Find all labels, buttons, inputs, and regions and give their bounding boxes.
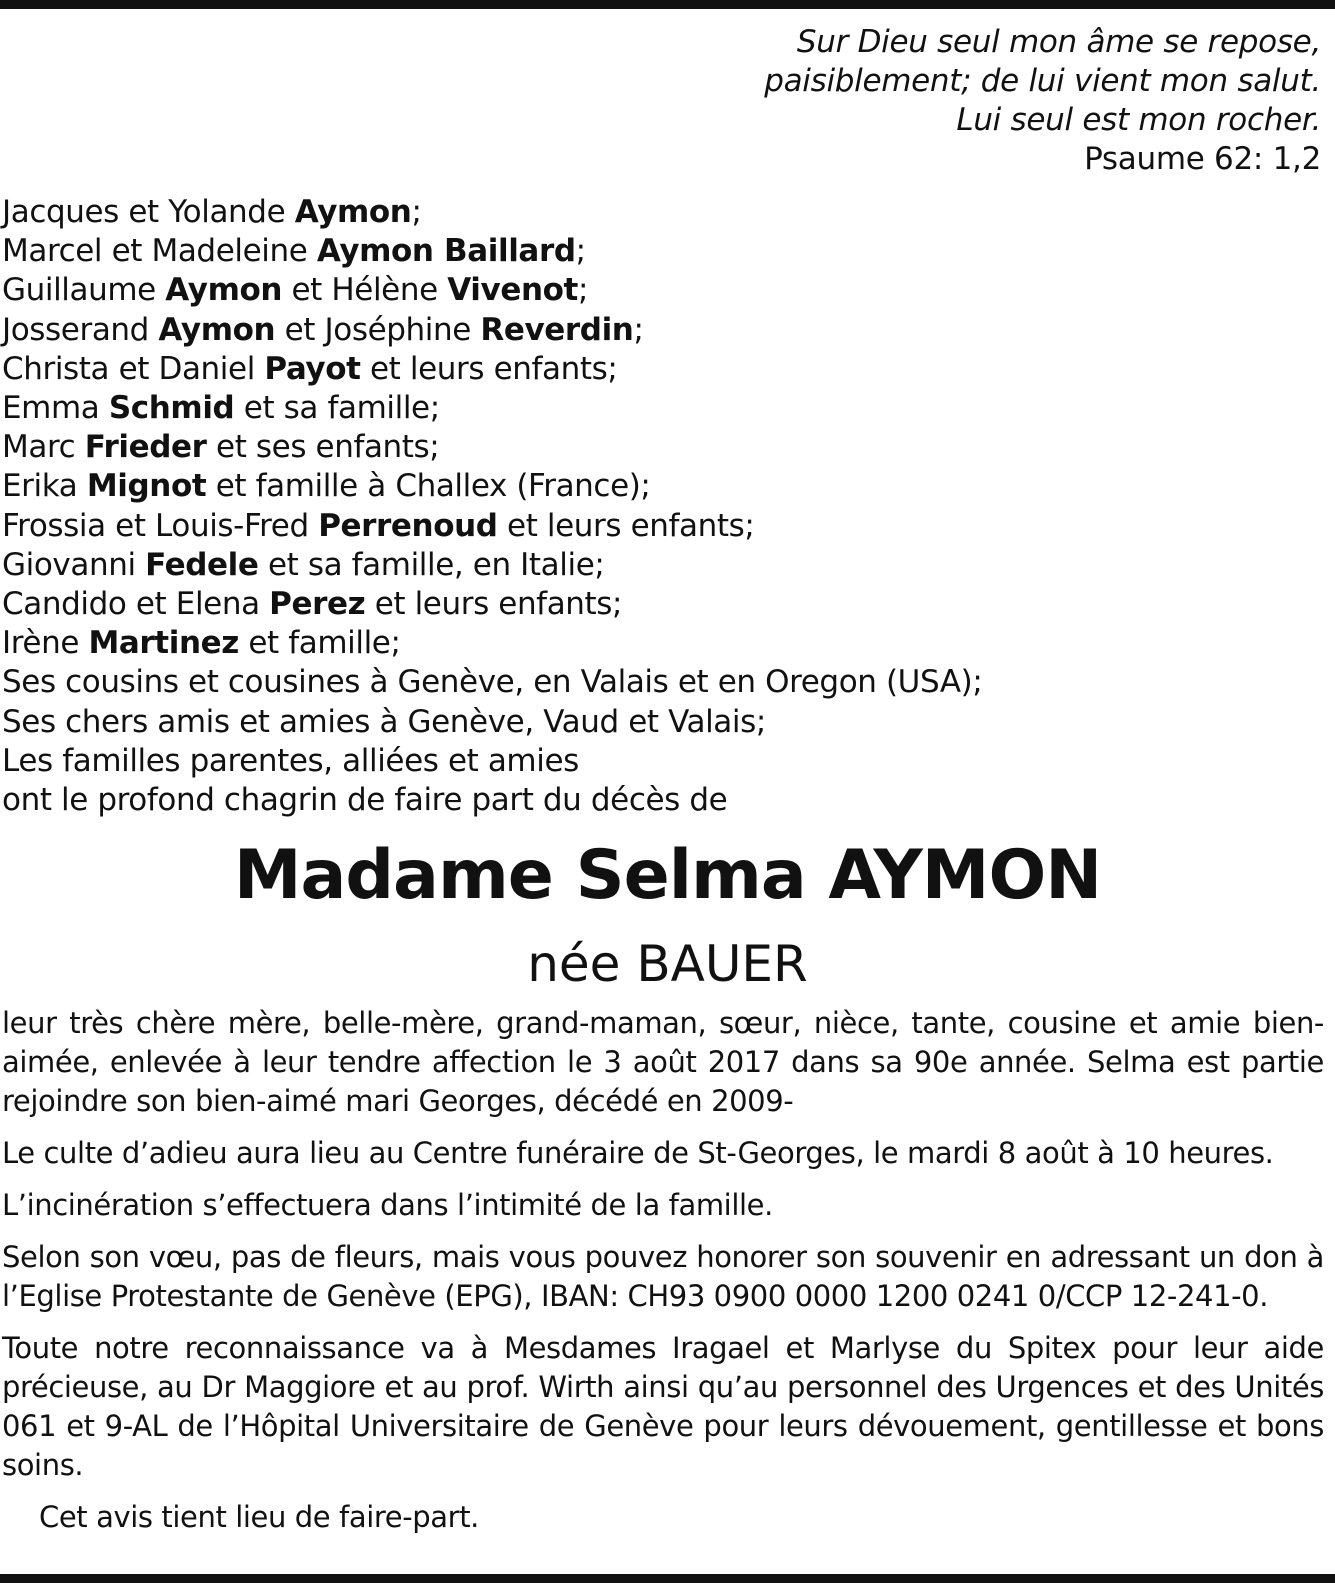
family-surname: Vivenot <box>447 272 578 309</box>
family-line <box>2 350 982 389</box>
family-text: Josserand <box>2 311 159 348</box>
family-text: ; <box>411 194 422 230</box>
family-line <box>2 781 982 820</box>
ceremony-paragraph: Le culte d’adieu aura lieu au Centre funéraire de St-Georges, le mardi 8 août à 10 heures. <box>2 1136 1274 1170</box>
family-text: Christa et Daniel <box>2 350 265 387</box>
family-surname: Perez <box>269 586 366 623</box>
family-text: et leurs enfants; <box>365 586 623 623</box>
family-text: Erika <box>2 468 87 505</box>
bottom-border-rule <box>0 1574 1335 1583</box>
family-line <box>2 624 982 663</box>
family-text: et leurs enfants; <box>360 350 618 387</box>
family-surname: Schmid <box>108 390 235 427</box>
notice-body <box>2 1004 1324 1550</box>
family-line <box>2 703 982 742</box>
family-line <box>2 467 982 506</box>
quote-line: paisiblement; de lui vient mon salut. <box>764 63 1321 99</box>
top-border-rule <box>0 0 1335 9</box>
family-text: Irène <box>2 625 89 662</box>
deceased-name: Madame Selma AYMON <box>233 836 1102 915</box>
family-surname: Aymon <box>294 194 412 230</box>
birth-name: née BAUER <box>527 935 808 993</box>
family-list <box>2 193 982 820</box>
family-text: et Joséphine <box>275 311 481 348</box>
thanks-paragraph: Toute notre reconnaissance va à Mesdames Iragael et Marlyse du Spitex pour leur aide précieuse, au Dr Maggiore et au prof. Wirth ainsi qu’au personnel des Urgences et des Unités 061 et 9-AL de l’Hôpital Universitaire de Genève pour leurs dévouement, gentillesse et bons soins. <box>2 1331 1324 1482</box>
family-text: et sa famille; <box>234 390 440 427</box>
family-text: Les familles parentes, alliées et amies <box>2 742 579 779</box>
quote-line: Lui seul est mon rocher. <box>956 102 1321 138</box>
quote-line: Sur Dieu seul mon âme se repose, <box>796 24 1321 60</box>
family-line <box>2 389 982 428</box>
family-text: Guillaume <box>2 272 166 309</box>
family-surname: Aymon <box>158 311 276 348</box>
family-surname: Martinez <box>88 625 239 662</box>
donation-paragraph: Selon son vœu, pas de fleurs, mais vous pouvez honorer son souvenir en adressant un don à l’Eglise Protestante de Genève (EPG), IBAN: CH93 0900 0000 1200 0241 0/CCP 12-241-0. <box>2 1240 1324 1313</box>
cremation-paragraph: L’incinération s’effectuera dans l’intimité de la famille. <box>2 1188 773 1222</box>
family-text: Giovanni <box>2 546 146 583</box>
quote-reference: Psaume 62: 1,2 <box>1084 141 1321 177</box>
notice-paragraph: leur très chère mère, belle-mère, grand-maman, sœur, nièce, tante, cousine et amie bien-aimée, enlevée à leur tendre affection le 3 août 2017 dans sa 90e année. Selma est partie rejoindre son bien-aimé mari Georges, décédé en 2009- <box>2 1006 1324 1118</box>
family-line <box>2 663 982 702</box>
family-surname: Fedele <box>145 546 259 583</box>
family-surname: Frieder <box>84 429 207 466</box>
family-surname: Perrenoud <box>318 507 498 544</box>
family-text: ; <box>575 233 586 270</box>
family-text: et sa famille, en Italie; <box>258 546 605 583</box>
family-surname: Mignot <box>86 468 207 505</box>
family-line <box>2 742 982 781</box>
family-line <box>2 428 982 467</box>
family-text: Marc <box>2 429 85 466</box>
family-text: Jacques et Yolande <box>2 194 295 230</box>
bible-quote <box>764 23 1321 179</box>
family-surname: Aymon <box>165 272 283 309</box>
family-surname: Payot <box>264 350 361 387</box>
family-surname: Aymon Baillard <box>316 233 576 270</box>
family-surname: Reverdin <box>480 311 634 348</box>
family-text: Emma <box>2 390 109 427</box>
family-text: ont le profond chagrin de faire part du décès de <box>2 782 728 819</box>
family-text: Frossia et Louis-Fred <box>2 507 319 544</box>
family-line <box>2 193 982 232</box>
family-text: et famille à Challex (France); <box>206 468 651 505</box>
family-text: Ses chers amis et amies à Genève, Vaud et Valais; <box>2 703 766 740</box>
family-line <box>2 546 982 585</box>
family-text: Marcel et Madeleine <box>2 233 317 270</box>
family-text: ; <box>633 311 644 348</box>
family-line <box>2 507 982 546</box>
family-text: et Hélène <box>282 272 448 309</box>
family-text: Ses cousins et cousines à Genève, en Valais et en Oregon (USA); <box>2 664 983 701</box>
family-line <box>2 232 982 271</box>
family-text: et ses enfants; <box>206 429 440 466</box>
family-text: et famille; <box>238 625 401 662</box>
family-text: Candido et Elena <box>2 586 270 623</box>
family-line <box>2 271 982 310</box>
family-line <box>2 585 982 624</box>
family-text: et leurs enfants; <box>497 507 755 544</box>
closing-line: Cet avis tient lieu de faire-part. <box>39 1500 479 1534</box>
family-text: ; <box>577 272 588 309</box>
family-line <box>2 311 982 350</box>
